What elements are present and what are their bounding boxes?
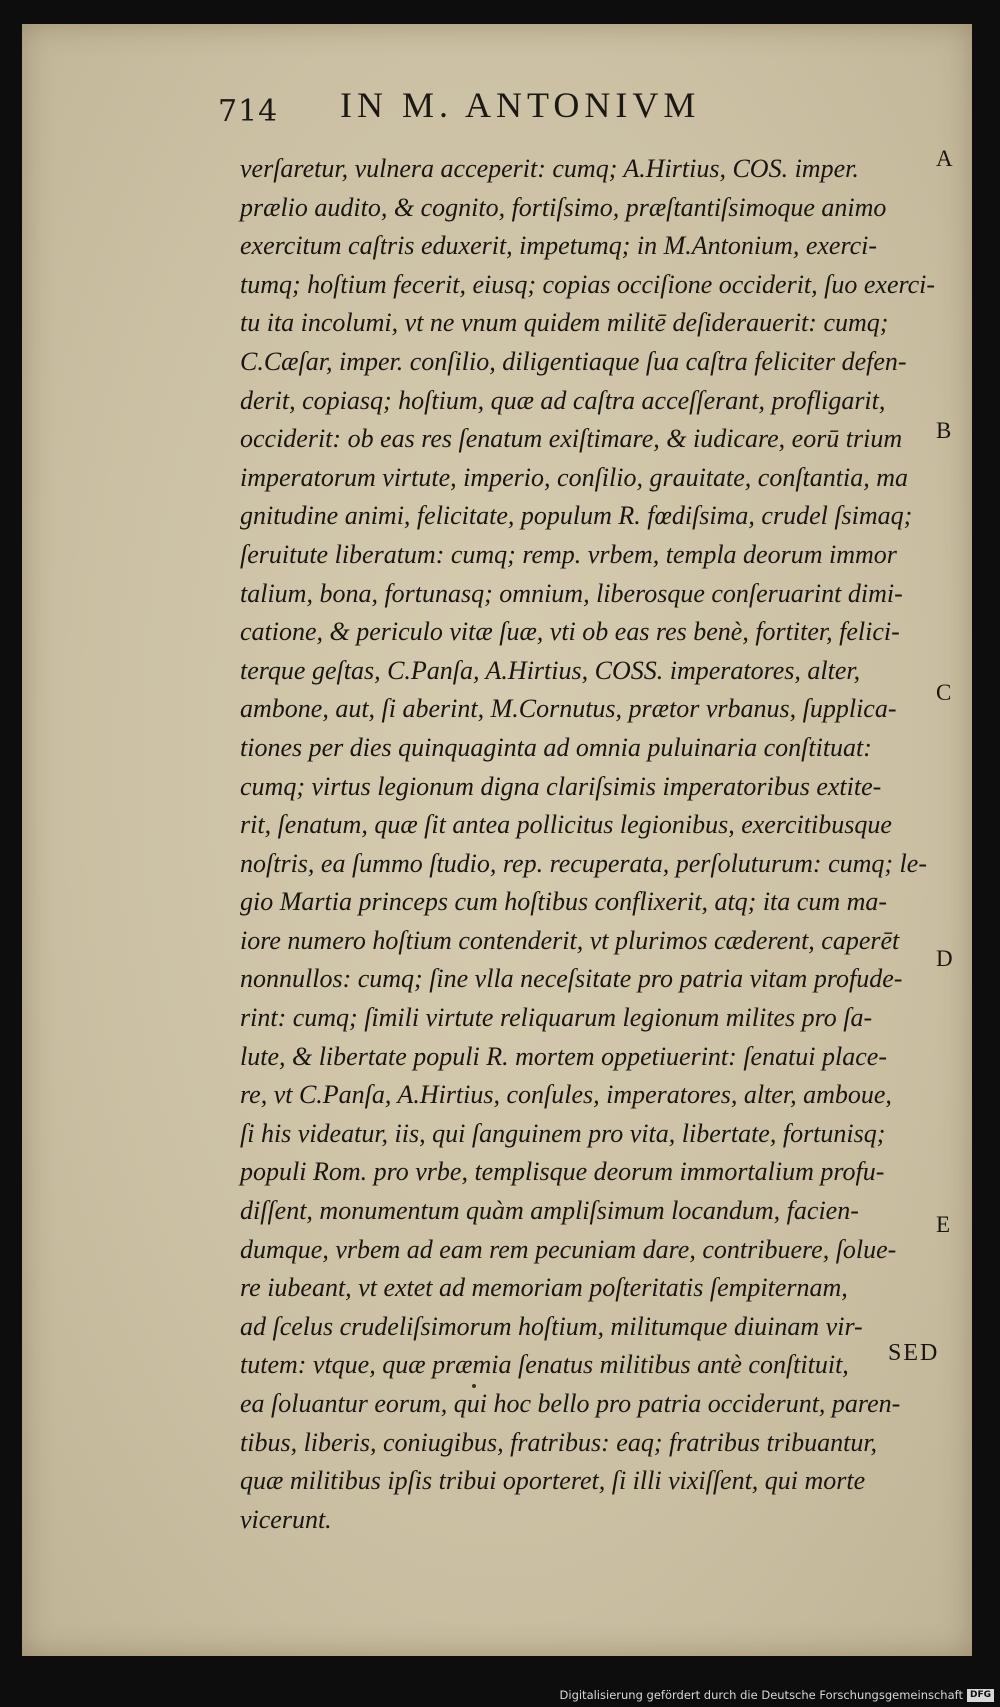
running-title: IN M. ANTONIVM	[340, 85, 701, 125]
text-line: tibus, liberis, coniugibus, fratribus: eaq; fratribus tribuantur,	[240, 1427, 878, 1457]
body-text	[240, 150, 940, 1539]
margin-letter-b: B	[936, 418, 952, 443]
text-line: derit, copiasq; hoſtium, quæ ad caſtra acceſſerant, profligarit,	[240, 385, 886, 415]
text-line: tutem: vtque, quæ præmia ſenatus militibus antè conſtituit,	[240, 1350, 849, 1380]
text-line: tiones per dies quinquaginta ad omnia puluinaria conſtituat:	[240, 732, 872, 762]
text-line: ambone, aut, ſi aberint, M.Cornutus, prætor vrbanus, ſupplica-	[240, 694, 897, 724]
page-header	[218, 84, 858, 134]
text-line: tu ita incolumi, vt ne vnum quidem militē deſiderauerit: cumq;	[240, 308, 889, 338]
text-line: ad ſcelus crudeliſsimorum hoſtium, militumque diuinam vir-	[240, 1311, 863, 1341]
margin-letter-d: D	[936, 946, 953, 971]
margin-letter-e: E	[936, 1212, 951, 1237]
catchword: SED	[888, 1340, 940, 1366]
ink-dot	[472, 1384, 476, 1388]
footer-text: Digitalisierung gefördert durch die Deutsche Forschungsgemeinschaft	[559, 1688, 963, 1702]
text-line: catione, & periculo vitæ ſuæ, vti ob eas res benè, fortiter, felici-	[240, 617, 900, 647]
text-line: populi Rom. pro vrbe, templisque deorum immortalium profu-	[240, 1157, 885, 1187]
text-line: verſaretur, vulnera acceperit: cumq; A.Hirtius, COS. imper.	[240, 154, 859, 183]
text-line: nonnullos: cumq; ſine vlla neceſsitate pro patria vitam profude-	[240, 964, 903, 994]
text-line: diſſent, monumentum quàm ampliſsimum locandum, facien-	[240, 1196, 859, 1226]
text-line: rit, ſenatum, quæ ſit antea pollicitus legionibus, exercitibusque	[240, 810, 892, 840]
text-line: gio Martia princeps cum hoſtibus conflixerit, atq; ita cum ma-	[240, 887, 888, 917]
page-number: 714	[218, 94, 279, 129]
dfg-logo-icon: DFG	[967, 1689, 994, 1702]
text-line: exercitum caſtris eduxerit, impetumq; in M.Antonium, exerci-	[240, 231, 878, 261]
text-line: occiderit: ob eas res ſenatum exiſtimare, & iudicare, eorū trium	[240, 424, 903, 454]
margin-letter-a: A	[936, 146, 953, 171]
text-line: prælio audito, & cognito, fortiſsimo, præſtantiſsimoque animo	[240, 192, 887, 222]
margin-letter-c: C	[936, 680, 952, 705]
text-line: tumq; hoſtium fecerit, eiusq; copias occiſione occiderit, ſuo exerci-	[240, 269, 936, 299]
text-line: lute, & libertate populi R. mortem oppetiuerint: ſenatui place-	[240, 1041, 887, 1071]
text-line: re, vt C.Panſa, A.Hirtius, conſules, imperatores, alter, amboue,	[240, 1080, 892, 1110]
footer-credit	[560, 1688, 994, 1702]
text-line: noſtris, ea ſummo ſtudio, rep. recuperata, perſoluturum: cumq; le-	[240, 848, 927, 878]
text-line: ea ſoluantur eorum, qui hoc bello pro patria occiderunt, paren-	[240, 1389, 901, 1418]
text-line: gnitudine animi, felicitate, populum R. fœdiſsima, crudel ſsimaq;	[240, 501, 913, 531]
text-line: terque geſtas, C.Panſa, A.Hirtius, COSS. imperatores, alter,	[240, 655, 861, 685]
text-line: vicerunt.	[240, 1504, 332, 1534]
text-line: cumq; virtus legionum digna clariſsimis imperatoribus extite-	[240, 771, 882, 801]
text-line: imperatorum virtute, imperio, conſilio, grauitate, conſtantia, ma	[240, 462, 909, 492]
text-line: talium, bona, fortunasq; omnium, liberosque conſeruarint dimi-	[240, 578, 903, 608]
text-line: dumque, vrbem ad eam rem pecuniam dare, contribuere, ſolue-	[240, 1234, 897, 1264]
text-line: C.Cæſar, imper. conſilio, diligentiaque ſua caſtra feliciter defen-	[240, 346, 907, 376]
text-line: ſeruitute liberatum: cumq; remp. vrbem, templa deorum immor	[240, 539, 897, 569]
text-line: ſi his videatur, iis, qui ſanguinem pro vita, libertate, fortunisq;	[240, 1118, 886, 1148]
text-line: re iubeant, vt extet ad memoriam poſteritatis ſempiternam,	[240, 1273, 848, 1303]
text-line: rint: cumq; ſimili virtute reliquarum legionum milites pro ſa-	[240, 1003, 873, 1033]
text-line: iore numero hoſtium contenderit, vt plurimos cæderent, caperēt	[240, 925, 900, 955]
text-line: quæ militibus ipſis tribui oporteret, ſi illi vixiſſent, qui morte	[240, 1466, 866, 1496]
